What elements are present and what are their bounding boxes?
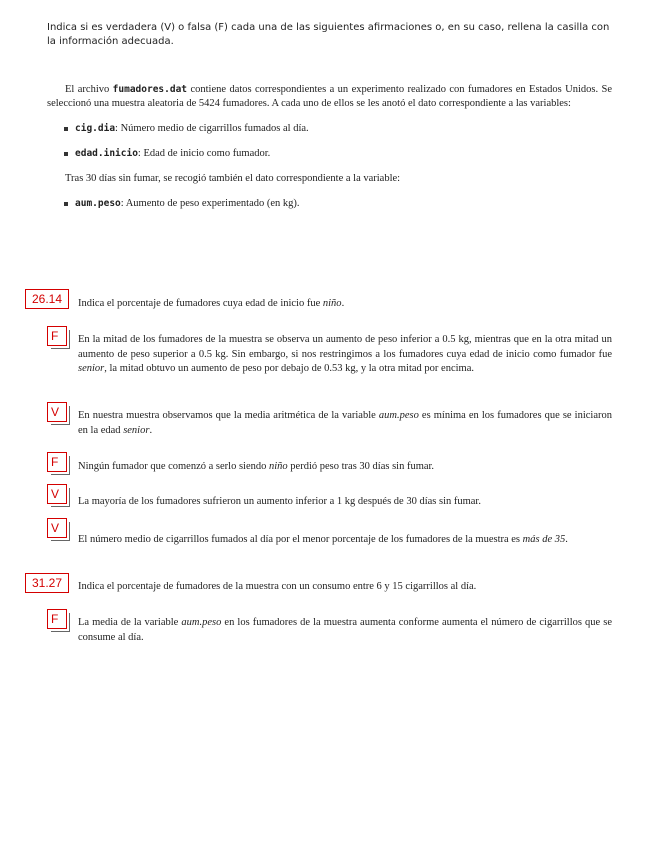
variable-item: cig.dia: Número medio de cigarrillos fumados al día. — [47, 122, 612, 136]
intro-paragraph-2: Tras 30 días sin fumar, se recogió también el dato correspondiente a la variable: — [65, 173, 401, 184]
answer-box[interactable]: 31.27 — [25, 573, 69, 593]
question-text: En nuestra muestra observamos que la media aritmética de la variable aum.peso es mínima en los fumadores que se iniciaron en la edad senior. — [78, 410, 612, 436]
answer-box[interactable]: V — [47, 484, 67, 504]
question-text: El número medio de cigarrillos fumados al día por el menor porcentaje de los fumadores de la muestra es más de 35. — [78, 534, 568, 545]
answer-box[interactable]: F — [47, 326, 67, 346]
question-text: Indica el porcentaje de fumadores de la muestra con un consumo entre 6 y 15 cigarrillos al día. — [78, 581, 477, 592]
intro — [47, 83, 612, 211]
variable-item: edad.inicio: Edad de inicio como fumador. — [47, 147, 612, 161]
question-text: La mayoría de los fumadores sufrieron un aumento inferior a 1 kg después de 30 días sin fumar. — [78, 496, 481, 507]
answer-box[interactable]: 26.14 — [25, 289, 69, 309]
answer-box[interactable]: F — [47, 452, 67, 472]
variable-item: aum.peso: Aumento de peso experimentado (en kg). — [47, 197, 612, 211]
answer-box[interactable]: F — [47, 609, 67, 629]
question-text: La media de la variable aum.peso en los fumadores de la muestra aumenta conforme aumenta el número de cigarrillos que se consume al día. — [78, 617, 613, 643]
instructions: Indica si es verdadera (V) o falsa (F) cada una de las siguientes afirmaciones o, en su caso, rellena la casilla con la información adecuada. — [47, 22, 610, 47]
variable-list-2 — [47, 197, 612, 211]
question-text: Indica el porcentaje de fumadores cuya edad de inicio fue niño. — [78, 298, 345, 309]
question-text: En la mitad de los fumadores de la muestra se observa un aumento de peso inferior a 0.5 kg, mientras que en la otra mitad un aumento de peso superior a 0.5 kg. Sin embargo, si nos restringimos a los fumadores cuya edad de inicio como fumador fue senior, la mitad obtuvo un aumento de peso por debajo de 0.53 kg, y la otra mitad por encima. — [78, 334, 612, 374]
file-name: fumadores.dat — [112, 84, 188, 95]
intro-paragraph: El archivo fumadores.dat contiene datos correspondientes a un experimento realizado con fumadores en Estados Unidos. Se seleccionó una muestra aleatoria de 5424 fumadores. A cada uno de ellos se les anotó el dato correspondiente a las variables: — [47, 84, 612, 109]
question-text: Ningún fumador que comenzó a serlo siendo niño perdió peso tras 30 días sin fumar. — [78, 461, 435, 472]
answer-box[interactable]: V — [47, 402, 67, 422]
variable-list — [47, 122, 612, 161]
answer-box[interactable]: V — [47, 518, 67, 538]
